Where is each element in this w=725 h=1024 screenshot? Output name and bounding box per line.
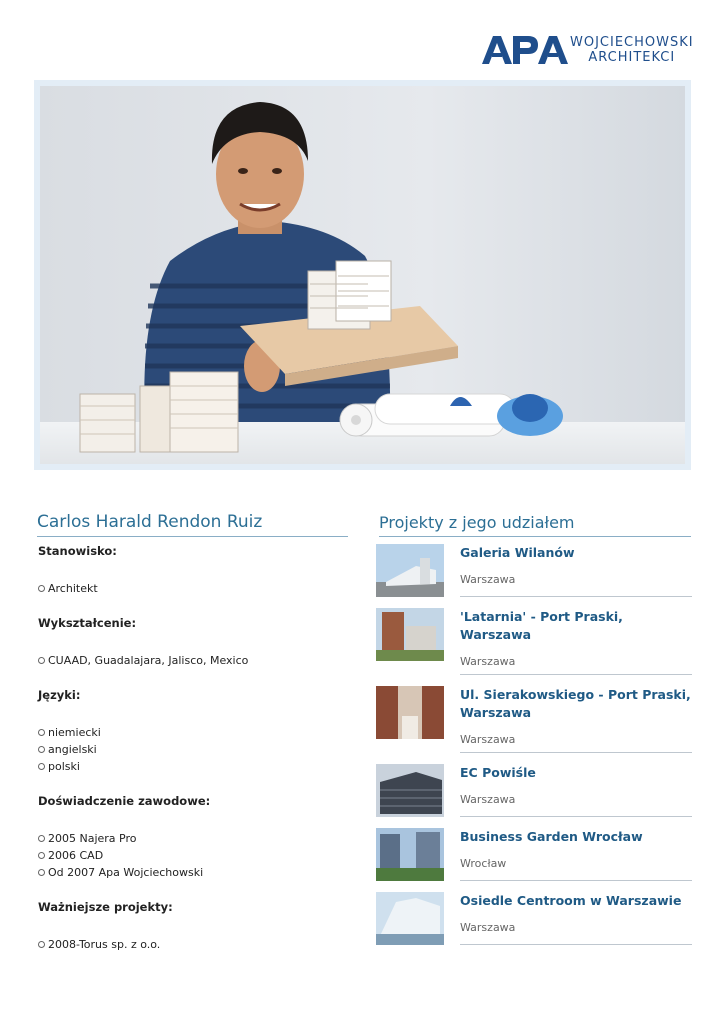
list-item	[38, 830, 348, 847]
info-list	[38, 936, 348, 953]
project-thumbnail[interactable]	[376, 686, 444, 739]
list-item-text: Architekt	[48, 582, 98, 595]
project-title[interactable]: Osiedle Centroom w Warszawie	[460, 893, 682, 908]
list-item	[38, 864, 348, 881]
info-experience	[38, 794, 348, 881]
list-item	[38, 652, 348, 669]
project-title[interactable]: Galeria Wilanów	[460, 545, 575, 560]
project-city: Warszawa	[460, 793, 516, 806]
logo-wordmark	[570, 35, 694, 65]
list-item-text: niemiecki	[48, 726, 101, 739]
bullet-icon	[38, 869, 45, 876]
info-label: Ważniejsze projekty:	[38, 900, 173, 914]
project-item[interactable]	[376, 544, 692, 597]
projects-list	[376, 544, 692, 956]
info-list	[38, 652, 348, 669]
bullet-icon	[38, 746, 45, 753]
info-list	[38, 830, 348, 881]
project-body	[460, 544, 692, 597]
info-list	[38, 580, 348, 597]
project-item[interactable]	[376, 686, 692, 753]
bullet-icon	[38, 763, 45, 770]
info-key-projects	[38, 900, 348, 953]
info-label: Wykształcenie:	[38, 616, 137, 630]
list-item-text: Od 2007 Apa Wojciechowski	[48, 866, 204, 879]
project-item[interactable]	[376, 608, 692, 675]
project-city: Warszawa	[460, 655, 516, 668]
info-education	[38, 616, 348, 669]
project-city: Wrocław	[460, 857, 507, 870]
info-label: Języki:	[38, 688, 81, 702]
list-item	[38, 724, 348, 741]
project-city: Warszawa	[460, 733, 516, 746]
person-name: Carlos Harald Rendon Ruiz	[37, 512, 348, 537]
project-body	[460, 828, 692, 881]
project-thumbnail[interactable]	[376, 608, 444, 661]
info-list	[38, 724, 348, 775]
list-item	[38, 580, 348, 597]
project-item[interactable]	[376, 828, 692, 881]
info-languages	[38, 688, 348, 775]
portrait-photo-frame	[34, 80, 691, 470]
project-city: Warszawa	[460, 573, 516, 586]
portrait-photo	[40, 86, 685, 464]
list-item-text: 2005 Najera Pro	[48, 832, 137, 845]
list-item	[38, 758, 348, 775]
person-info	[38, 544, 348, 972]
project-body	[460, 892, 692, 945]
project-title[interactable]: 'Latarnia' - Port Praski, Warszawa	[460, 609, 623, 642]
project-thumbnail[interactable]	[376, 828, 444, 881]
apa-logo-mark-icon	[482, 36, 568, 64]
list-item	[38, 741, 348, 758]
list-item-text: angielski	[48, 743, 97, 756]
project-item[interactable]	[376, 764, 692, 817]
bullet-icon	[38, 835, 45, 842]
project-title[interactable]: Ul. Sierakowskiego - Port Praski, Warszawa	[460, 687, 691, 720]
list-item	[38, 936, 348, 953]
projects-heading: Projekty z jego udziałem	[379, 513, 691, 537]
list-item-text: CUAAD, Guadalajara, Jalisco, Mexico	[48, 654, 249, 667]
project-body	[460, 764, 692, 817]
project-thumbnail[interactable]	[376, 764, 444, 817]
bullet-icon	[38, 941, 45, 948]
project-body	[460, 686, 692, 753]
project-title[interactable]: Business Garden Wrocław	[460, 829, 643, 844]
list-item	[38, 847, 348, 864]
project-title[interactable]: EC Powiśle	[460, 765, 536, 780]
bullet-icon	[38, 657, 45, 664]
company-logo[interactable]	[482, 30, 692, 70]
bullet-icon	[38, 852, 45, 859]
project-city: Warszawa	[460, 921, 516, 934]
list-item-text: 2006 CAD	[48, 849, 104, 862]
project-thumbnail[interactable]	[376, 544, 444, 597]
info-position	[38, 544, 348, 597]
list-item-text: polski	[48, 760, 80, 773]
info-label: Doświadczenie zawodowe:	[38, 794, 211, 808]
list-item-text: 2008-Torus sp. z o.o.	[48, 938, 161, 951]
project-body	[460, 608, 692, 675]
logo-line-2: ARCHITEKCI	[588, 50, 676, 65]
logo-line-1: WOJCIECHOWSKI	[570, 35, 694, 50]
bullet-icon	[38, 585, 45, 592]
project-thumbnail[interactable]	[376, 892, 444, 945]
info-label: Stanowisko:	[38, 544, 117, 558]
bullet-icon	[38, 729, 45, 736]
project-item[interactable]	[376, 892, 692, 945]
